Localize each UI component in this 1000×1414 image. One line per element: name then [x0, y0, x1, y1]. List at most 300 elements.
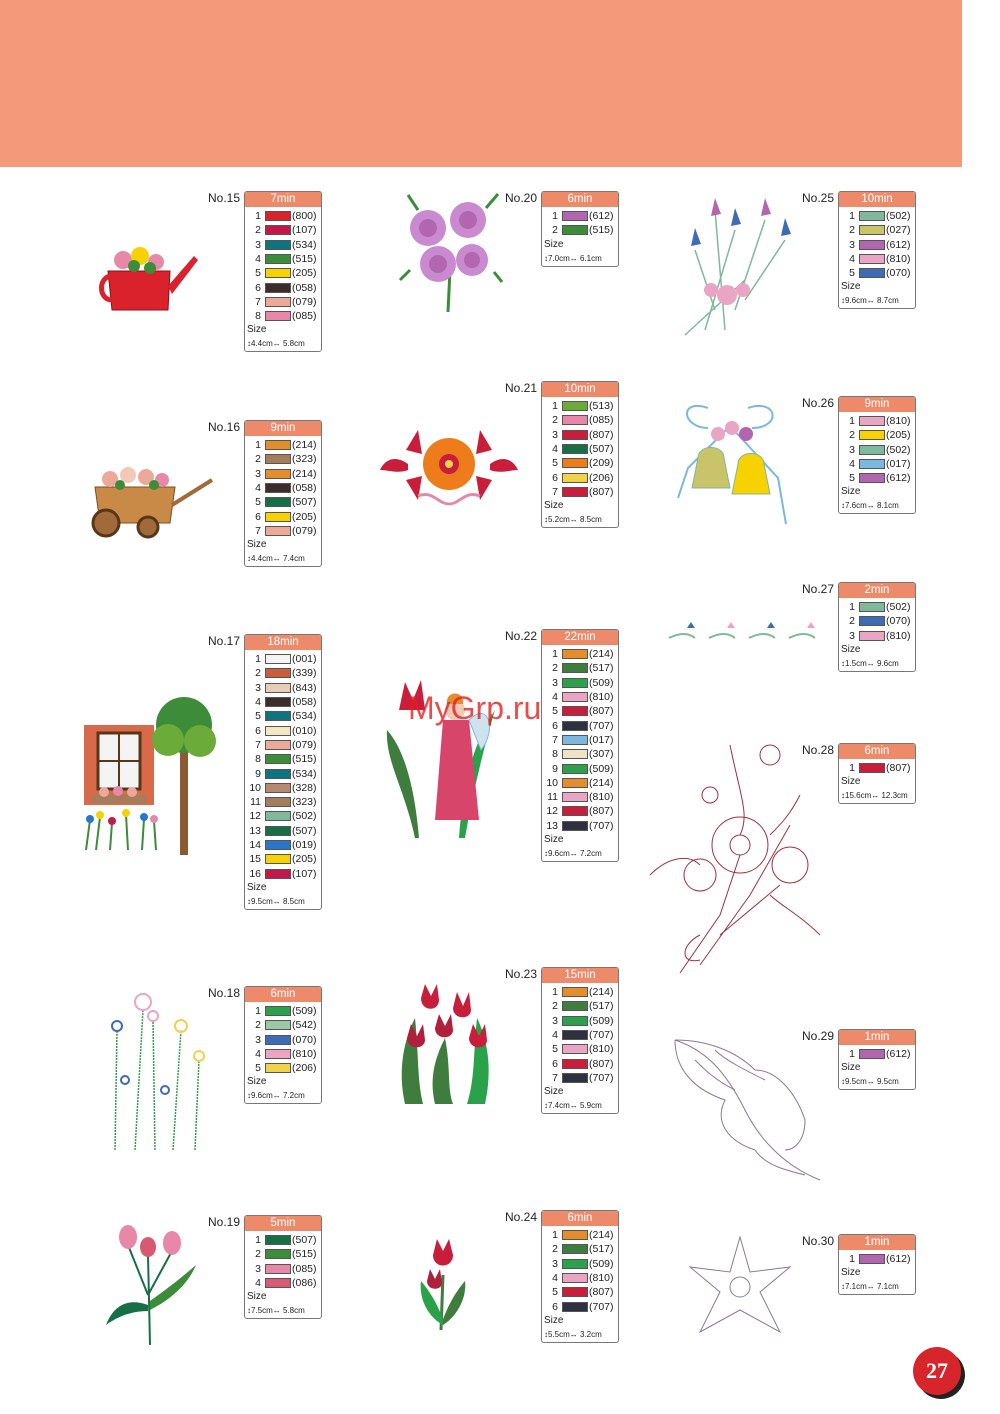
- thread-index: 6: [255, 510, 261, 523]
- thread-code: (810): [886, 253, 911, 266]
- thread-row: [542, 1028, 618, 1042]
- thread-code: (807): [589, 1286, 614, 1299]
- thread-code: (612): [589, 210, 614, 223]
- thread-card: [244, 191, 322, 352]
- color-swatch: [562, 1001, 588, 1011]
- thread-row: [245, 1276, 321, 1290]
- color-swatch: [562, 749, 588, 759]
- thread-row: [245, 752, 321, 766]
- thread-row: [245, 238, 321, 252]
- thread-index: 6: [552, 719, 558, 732]
- thread-row: [542, 676, 618, 690]
- thread-index: 5: [552, 705, 558, 718]
- single-tulip-image: [415, 1235, 471, 1330]
- color-swatch: [265, 1063, 291, 1073]
- outline-leaf-image: [665, 1030, 825, 1185]
- thread-index: 6: [552, 1057, 558, 1070]
- color-swatch: [265, 1235, 291, 1245]
- color-swatch: [562, 415, 588, 425]
- thread-code: (079): [292, 738, 317, 751]
- thread-row: [245, 309, 321, 323]
- stitch-time: 18min: [245, 635, 321, 650]
- size-value: 15.6cm↔ 12.3cm: [845, 791, 908, 801]
- height-arrow-icon: ↕: [247, 896, 251, 906]
- color-swatch: [562, 706, 588, 716]
- thread-row: [839, 614, 915, 628]
- height-arrow-icon: ↕: [247, 339, 251, 349]
- thread-row: [245, 666, 321, 680]
- color-swatch: [562, 473, 588, 483]
- color-swatch: [265, 211, 291, 221]
- stitch-time: 22min: [542, 630, 618, 645]
- thread-code: (707): [589, 1029, 614, 1042]
- thread-code: (206): [292, 1062, 317, 1075]
- thread-index: 5: [552, 1043, 558, 1056]
- color-swatch: [859, 602, 885, 612]
- thread-index: 6: [255, 724, 261, 737]
- design-number: No.15: [208, 191, 241, 205]
- thread-code: (085): [292, 310, 317, 323]
- pink-thistles-image: [100, 1215, 200, 1345]
- thread-row: [839, 1047, 915, 1061]
- bouquet-image: [675, 190, 793, 340]
- thread-code: (807): [589, 805, 614, 818]
- color-swatch: [265, 1278, 291, 1288]
- thread-index: 3: [255, 467, 261, 480]
- height-arrow-icon: ↕: [841, 658, 845, 668]
- color-swatch: [562, 1059, 588, 1069]
- color-swatch: [265, 1006, 291, 1016]
- size-value: 9.6cm↔ 7.2cm: [548, 848, 602, 858]
- thread-row: [245, 295, 321, 309]
- thread-code: (612): [886, 1253, 911, 1266]
- color-swatch: [265, 497, 291, 507]
- thread-row: [542, 470, 618, 484]
- design-number: No.24: [505, 1210, 538, 1224]
- color-swatch: [265, 1049, 291, 1059]
- stitch-time: 1min: [839, 1030, 915, 1045]
- size-label: Size: [247, 881, 267, 893]
- thread-row: [245, 738, 321, 752]
- thread-row: [245, 280, 321, 294]
- size-label: Size: [841, 486, 861, 498]
- thread-row: [245, 266, 321, 280]
- color-swatch: [265, 526, 291, 536]
- thread-code: (534): [292, 710, 317, 723]
- thread-code: (070): [292, 1033, 317, 1046]
- thread-index: 11: [547, 791, 558, 804]
- thread-code: (205): [292, 853, 317, 866]
- thread-index: 2: [552, 1243, 558, 1256]
- thread-code: (810): [886, 415, 911, 428]
- thread-row: [245, 695, 321, 709]
- design-number: No.16: [208, 420, 241, 434]
- size-value: 7.1cm↔ 7.1cm: [845, 1282, 899, 1292]
- color-swatch: [562, 211, 588, 221]
- thread-index: 3: [849, 629, 855, 642]
- stitch-time: 10min: [839, 192, 915, 207]
- color-swatch: [859, 631, 885, 641]
- thread-code: (001): [292, 653, 317, 666]
- thread-row: [245, 1047, 321, 1061]
- thread-code: (058): [292, 482, 317, 495]
- size-dimensions: [245, 552, 321, 566]
- size-value: 7.4cm↔ 5.9cm: [548, 1101, 602, 1111]
- design-number: No.26: [802, 396, 835, 410]
- thread-row: [839, 761, 915, 775]
- outline-star-flower-image: [685, 1232, 795, 1342]
- thread-row: [245, 509, 321, 523]
- thread-row: [245, 852, 321, 866]
- size-dimensions: [542, 847, 618, 861]
- size-dimensions: [839, 1280, 915, 1294]
- thread-index: 6: [255, 281, 261, 294]
- thread-row: [245, 524, 321, 538]
- color-swatch: [859, 254, 885, 264]
- color-swatch: [562, 1230, 588, 1240]
- thread-row: [245, 838, 321, 852]
- thread-row: [542, 733, 618, 747]
- thread-index: 1: [255, 210, 261, 223]
- thread-index: 2: [552, 1000, 558, 1013]
- thread-row: [839, 629, 915, 643]
- color-swatch: [265, 1020, 291, 1030]
- thread-index: 4: [552, 1272, 558, 1285]
- thread-row: [542, 399, 618, 413]
- thread-code: (209): [589, 457, 614, 470]
- size-label: Size: [544, 1314, 564, 1326]
- color-swatch: [859, 763, 885, 773]
- thread-code: (070): [886, 267, 911, 280]
- thread-index: 7: [255, 524, 261, 537]
- color-swatch: [265, 1264, 291, 1274]
- thread-code: (205): [292, 510, 317, 523]
- thread-row: [542, 690, 618, 704]
- color-swatch: [265, 254, 291, 264]
- color-swatch: [562, 1259, 588, 1269]
- thread-code: (214): [589, 986, 614, 999]
- thread-code: (517): [589, 1000, 614, 1013]
- thread-row: [245, 781, 321, 795]
- size-dimensions: [839, 294, 915, 308]
- design-number: No.20: [505, 191, 538, 205]
- thread-code: (507): [589, 443, 614, 456]
- thread-index: 1: [849, 762, 855, 775]
- color-swatch: [562, 821, 588, 831]
- design-number: No.25: [802, 191, 835, 205]
- thread-index: 4: [255, 482, 261, 495]
- thread-row: [245, 481, 321, 495]
- thread-index: 5: [255, 710, 261, 723]
- thread-row: [245, 795, 321, 809]
- thread-index: 4: [849, 253, 855, 266]
- thread-row: [839, 1252, 915, 1266]
- color-swatch: [562, 735, 588, 745]
- thread-index: 12: [546, 805, 558, 818]
- stitch-time: 6min: [542, 1211, 618, 1226]
- thread-index: 2: [849, 224, 855, 237]
- color-swatch: [859, 240, 885, 250]
- thread-card: [838, 582, 916, 672]
- stitch-time: 7min: [245, 192, 321, 207]
- color-swatch: [859, 225, 885, 235]
- stitch-time: 10min: [542, 382, 618, 397]
- thread-row: [839, 266, 915, 280]
- color-swatch: [859, 473, 885, 483]
- thread-row: [542, 1285, 618, 1299]
- thread-code: (502): [886, 443, 911, 456]
- thread-row: [245, 1233, 321, 1247]
- size-dimensions: [839, 1075, 915, 1089]
- thread-index: 3: [255, 681, 261, 694]
- thread-code: (323): [292, 453, 317, 466]
- color-swatch: [265, 854, 291, 864]
- vine-border-image: [665, 620, 820, 648]
- thread-code: (807): [589, 485, 614, 498]
- thread-card: [244, 634, 322, 910]
- thread-card: [838, 743, 916, 804]
- design-number: No.22: [505, 629, 538, 643]
- thread-index: 4: [552, 1029, 558, 1042]
- watering-can-image: [98, 236, 200, 316]
- thread-index: 4: [255, 1277, 261, 1290]
- thread-code: (507): [292, 1234, 317, 1247]
- thread-code: (339): [292, 667, 317, 680]
- thread-row: [839, 457, 915, 471]
- color-swatch: [265, 869, 291, 879]
- thread-index: 1: [552, 648, 558, 661]
- thread-code: (810): [589, 691, 614, 704]
- thread-row: [542, 1299, 618, 1313]
- color-swatch: [859, 445, 885, 455]
- color-swatch: [265, 268, 291, 278]
- color-swatch: [562, 692, 588, 702]
- thread-code: (079): [292, 524, 317, 537]
- thread-code: (205): [886, 429, 911, 442]
- thread-code: (058): [292, 281, 317, 294]
- color-swatch: [562, 401, 588, 411]
- thread-code: (010): [292, 724, 317, 737]
- stitch-time: 9min: [839, 397, 915, 412]
- thread-index: 2: [255, 1248, 261, 1261]
- size-label: Size: [841, 1267, 861, 1279]
- thread-code: (027): [886, 224, 911, 237]
- size-label: Size: [841, 1062, 861, 1074]
- thread-index: 3: [552, 676, 558, 689]
- thread-index: 5: [255, 496, 261, 509]
- thread-code: (502): [886, 601, 911, 614]
- thread-code: (517): [589, 1243, 614, 1256]
- thread-code: (509): [589, 762, 614, 775]
- thread-code: (612): [886, 238, 911, 251]
- thread-index: 2: [255, 1019, 261, 1032]
- wildflowers-image: [95, 990, 220, 1150]
- color-swatch: [562, 721, 588, 731]
- thread-row: [839, 414, 915, 428]
- stitch-time: 15min: [542, 968, 618, 983]
- thread-index: 4: [255, 253, 261, 266]
- thread-index: 2: [552, 662, 558, 675]
- height-arrow-icon: ↕: [544, 515, 548, 525]
- color-swatch: [265, 240, 291, 250]
- color-swatch: [859, 616, 885, 626]
- thread-index: 1: [255, 439, 261, 452]
- thread-index: 1: [255, 653, 261, 666]
- thread-card: [838, 191, 916, 309]
- size-value: 5.2cm↔ 8.5cm: [548, 515, 602, 525]
- stitch-time: 9min: [245, 421, 321, 436]
- thread-code: (517): [589, 662, 614, 675]
- thread-index: 1: [552, 1229, 558, 1242]
- thread-code: (086): [292, 1277, 317, 1290]
- color-swatch: [265, 1249, 291, 1259]
- thread-code: (085): [292, 1262, 317, 1275]
- thread-card: [541, 381, 619, 528]
- height-arrow-icon: ↕: [841, 296, 845, 306]
- thread-code: (107): [292, 224, 317, 237]
- size-label: Size: [544, 833, 564, 845]
- color-swatch: [265, 840, 291, 850]
- size-label: Size: [247, 1076, 267, 1088]
- thread-card: [244, 1215, 322, 1319]
- thread-row: [542, 413, 618, 427]
- thread-row: [542, 819, 618, 833]
- thread-index: 2: [552, 224, 558, 237]
- color-swatch: [562, 778, 588, 788]
- size-value: 1.5cm↔ 9.6cm: [845, 658, 899, 668]
- height-arrow-icon: ↕: [247, 554, 251, 564]
- thread-code: (800): [292, 210, 317, 223]
- color-swatch: [265, 469, 291, 479]
- thread-row: [245, 809, 321, 823]
- thread-code: (707): [589, 1300, 614, 1313]
- color-swatch: [562, 792, 588, 802]
- thread-code: (509): [589, 676, 614, 689]
- thread-code: (205): [292, 267, 317, 280]
- color-swatch: [562, 487, 588, 497]
- thread-index: 1: [849, 415, 855, 428]
- thread-code: (612): [886, 472, 911, 485]
- thread-code: (542): [292, 1019, 317, 1032]
- thread-row: [245, 1004, 321, 1018]
- color-swatch: [265, 811, 291, 821]
- thread-row: [245, 1018, 321, 1032]
- thread-row: [839, 471, 915, 485]
- color-swatch: [265, 697, 291, 707]
- height-arrow-icon: ↕: [544, 1101, 548, 1111]
- thread-row: [245, 723, 321, 737]
- thread-index: 10: [546, 776, 558, 789]
- thread-row: [245, 223, 321, 237]
- thread-code: (328): [292, 781, 317, 794]
- thread-card: [838, 1234, 916, 1295]
- thread-index: 3: [552, 1014, 558, 1027]
- thread-index: 1: [255, 1234, 261, 1247]
- thread-index: 6: [552, 1300, 558, 1313]
- color-swatch: [562, 1044, 588, 1054]
- size-label: Size: [247, 324, 267, 336]
- thread-index: 14: [249, 839, 261, 851]
- thread-code: (810): [589, 1272, 614, 1285]
- thread-row: [542, 1071, 618, 1085]
- size-label: Size: [544, 238, 564, 250]
- thread-index: 3: [552, 1257, 558, 1270]
- height-arrow-icon: ↕: [841, 501, 845, 511]
- thread-index: 4: [255, 696, 261, 709]
- thread-code: (058): [292, 696, 317, 709]
- thread-index: 7: [552, 485, 558, 498]
- thread-row: [542, 718, 618, 732]
- thread-code: (612): [886, 1048, 911, 1061]
- thread-card: [244, 420, 322, 567]
- thread-index: 1: [255, 1005, 261, 1018]
- design-number: No.28: [802, 743, 835, 757]
- thread-code: (017): [589, 733, 614, 746]
- size-dimensions: [245, 1304, 321, 1318]
- thread-row: [542, 1228, 618, 1242]
- thread-code: (534): [292, 238, 317, 251]
- color-swatch: [265, 283, 291, 293]
- size-value: 4.4cm↔ 5.8cm: [251, 339, 305, 349]
- thread-row: [839, 600, 915, 614]
- thread-index: 4: [552, 691, 558, 704]
- color-swatch: [265, 297, 291, 307]
- thread-index: 2: [255, 453, 261, 466]
- size-dimensions: [245, 1089, 321, 1103]
- thread-code: (707): [589, 1071, 614, 1084]
- stitch-time: 6min: [245, 987, 321, 1002]
- color-swatch: [562, 1016, 588, 1026]
- color-swatch: [859, 1254, 885, 1264]
- color-swatch: [562, 987, 588, 997]
- thread-index: 8: [255, 753, 261, 766]
- size-label: Size: [841, 776, 861, 788]
- thread-index: 1: [849, 1048, 855, 1061]
- thread-code: (079): [292, 295, 317, 308]
- design-number: No.19: [208, 1215, 241, 1229]
- thread-code: (509): [292, 1005, 317, 1018]
- thread-row: [542, 804, 618, 818]
- height-arrow-icon: ↕: [247, 1306, 251, 1316]
- thread-code: (807): [886, 762, 911, 775]
- color-swatch: [859, 211, 885, 221]
- thread-code: (707): [589, 819, 614, 832]
- thread-index: 5: [255, 267, 261, 280]
- design-number: No.21: [505, 381, 538, 395]
- thread-row: [542, 661, 618, 675]
- stitch-time: 5min: [245, 1216, 321, 1231]
- thread-index: 4: [849, 458, 855, 471]
- watermark: MyGrp.ru: [408, 690, 542, 726]
- size-value: 7.6cm↔ 8.1cm: [845, 501, 899, 511]
- thread-row: [245, 495, 321, 509]
- thread-row: [245, 438, 321, 452]
- color-swatch: [859, 268, 885, 278]
- thread-row: [245, 681, 321, 695]
- window-tree-image: [80, 695, 222, 855]
- thread-index: 6: [552, 471, 558, 484]
- color-swatch: [265, 225, 291, 235]
- color-swatch: [265, 726, 291, 736]
- thread-row: [245, 652, 321, 666]
- thread-code: (515): [292, 1248, 317, 1261]
- thread-code: (214): [589, 648, 614, 661]
- height-arrow-icon: ↕: [841, 1282, 845, 1292]
- thread-code: (534): [292, 767, 317, 780]
- stitch-time: 2min: [839, 583, 915, 598]
- thread-card: [838, 1029, 916, 1090]
- thread-code: (507): [292, 496, 317, 509]
